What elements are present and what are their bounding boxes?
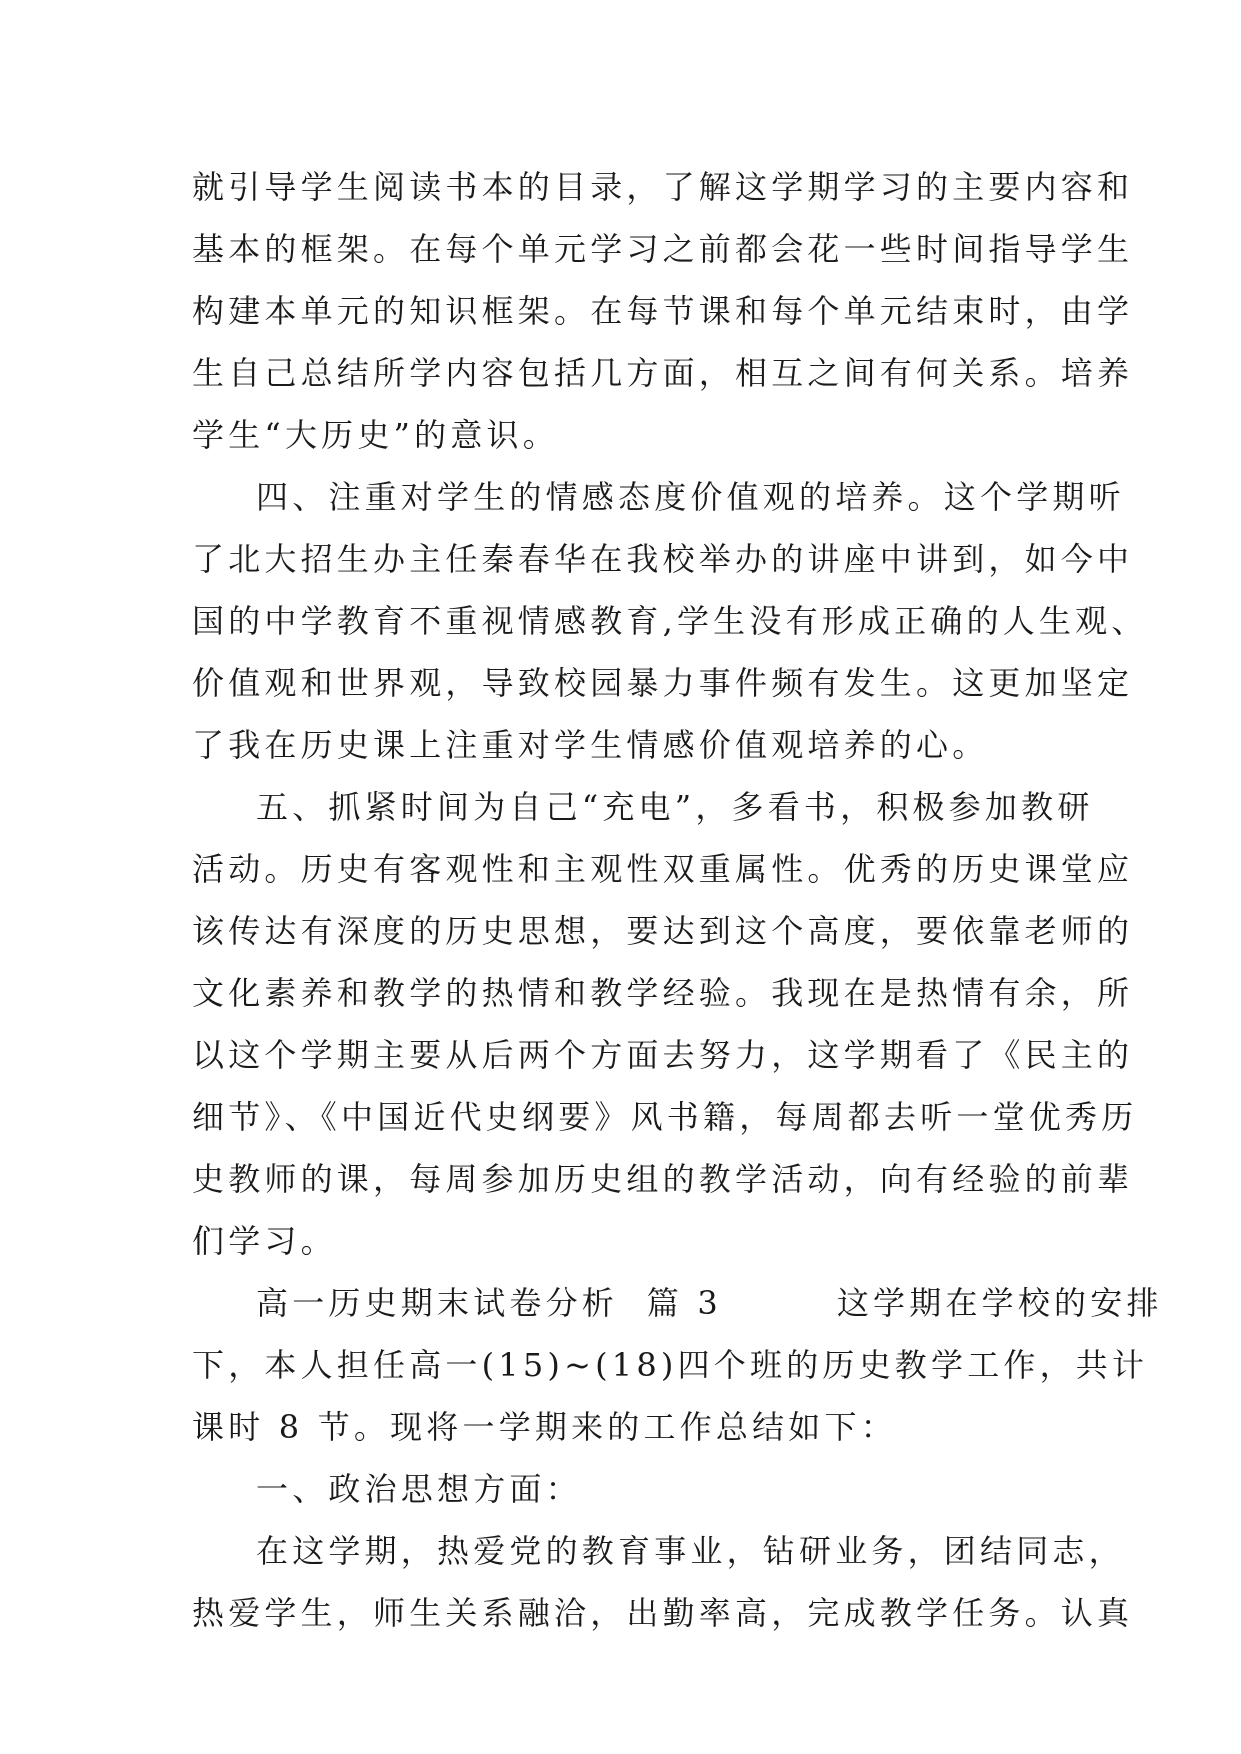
paragraph-start-line: 在这学期，热爱党的教育事业，钻研业务，团结同志， <box>256 1532 1125 1570</box>
document-body <box>192 156 1163 1644</box>
text-line: 以这个学期主要从后两个方面去努力，这学期看了《民主的 <box>192 1036 1134 1074</box>
text-line: 活动。历史有客观性和主观性双重属性。优秀的历史课堂应 <box>192 850 1134 888</box>
text-line: 课时 8 节。现将一学期来的工作总结如下： <box>192 1408 897 1446</box>
text-line: 细节》、《中国近代史纲要》风书籍，每周都去听一堂优秀历 <box>192 1098 1138 1136</box>
text-line: 国的中学教育不重视情感教育,学生没有形成正确的人生观、 <box>192 602 1148 640</box>
paragraph-start-line: 五、抓紧时间为自己“充电”，多看书，积极参加教研 <box>256 788 1094 826</box>
text-line: 史教师的课，每周参加历史组的教学活动，向有经验的前辈 <box>192 1160 1134 1198</box>
section-heading-line: 高一历史期末试卷分析 篇 3 这学期在学校的安排 <box>256 1284 1163 1322</box>
text-line: 文化素养和教学的热情和教学经验。我现在是热情有余，所 <box>192 974 1134 1012</box>
text-line: 了我在历史课上注重对学生情感价值观培养的心。 <box>192 726 989 764</box>
text-line: 构建本单元的知识框架。在每节课和每个单元结束时，由学 <box>192 292 1134 330</box>
text-line: 热爱学生，师生关系融洽，出勤率高，完成教学任务。认真 <box>192 1594 1134 1632</box>
text-line: 价值观和世界观，导致校园暴力事件频有发生。这更加坚定 <box>192 664 1134 702</box>
text-line: 该传达有深度的历史思想，要达到这个高度，要依靠老师的 <box>192 912 1134 950</box>
subheading-line: 一、政治思想方面： <box>256 1470 582 1508</box>
text-line: 生自己总结所学内容包括几方面，相互之间有何关系。培养 <box>192 354 1134 392</box>
text-line: 基本的框架。在每个单元学习之前都会花一些时间指导学生 <box>192 230 1134 268</box>
paragraph-start-line: 四、注重对学生的情感态度价值观的培养。这个学期听 <box>256 478 1125 516</box>
text-line: 下，本人担任高一(15)~(18)四个班的历史教学工作，共计 <box>192 1346 1149 1384</box>
text-line: 就引导学生阅读书本的目录，了解这学期学习的主要内容和 <box>192 168 1134 206</box>
text-line: 们学习。 <box>192 1222 337 1260</box>
text-line: 学生“大历史”的意识。 <box>192 416 559 454</box>
text-line: 了北大招生办主任秦春华在我校举办的讲座中讲到，如今中 <box>192 540 1134 578</box>
